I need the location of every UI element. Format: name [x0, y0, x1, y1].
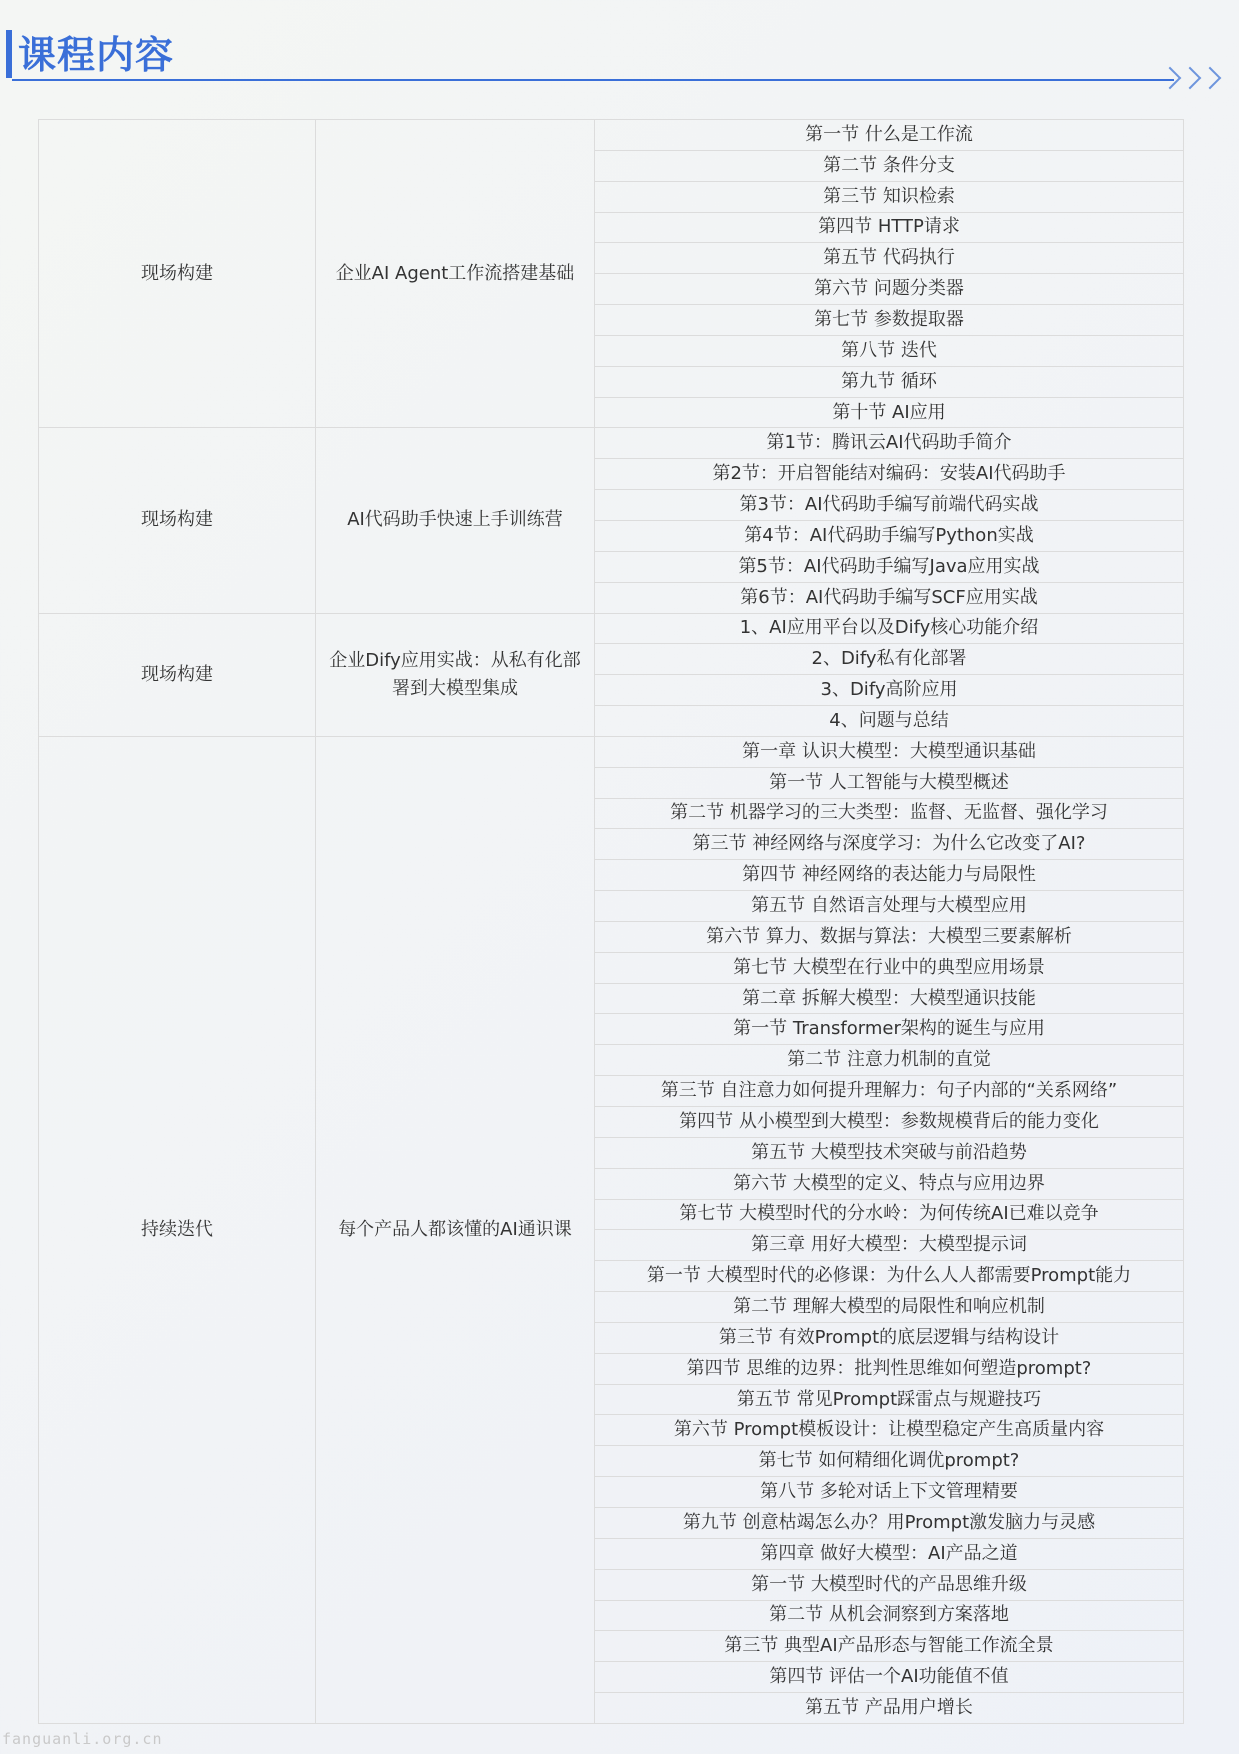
lesson-cell: 第四节 HTTP请求 [595, 212, 1184, 243]
lesson-cell: 第一节 大模型时代的产品思维升级 [595, 1569, 1184, 1600]
course-table [38, 119, 1184, 1724]
course-category-cell: 现场构建 [39, 613, 316, 736]
lesson-cell: 第二节 条件分支 [595, 150, 1184, 181]
lesson-cell: 第六节 问题分类器 [595, 274, 1184, 305]
lesson-cell: 第七节 大模型时代的分水岭：为何传统AI已难以竞争 [595, 1199, 1184, 1230]
lesson-cell: 第2节：开启智能结对编码：安装AI代码助手 [595, 459, 1184, 490]
lesson-cell: 第六节 算力、数据与算法：大模型三要素解析 [595, 921, 1184, 952]
page-title: 课程内容 [18, 33, 175, 77]
watermark: fanguanli.org.cn [2, 1730, 163, 1748]
lesson-cell: 第五节 代码执行 [595, 243, 1184, 274]
lesson-cell: 第一节 人工智能与大模型概述 [595, 767, 1184, 798]
lesson-cell: 第八节 迭代 [595, 335, 1184, 366]
lesson-cell: 第六节 大模型的定义、特点与应用边界 [595, 1168, 1184, 1199]
course-category-cell: 现场构建 [39, 120, 316, 428]
lesson-cell: 2、Dify私有化部署 [595, 644, 1184, 675]
lesson-cell: 第八节 多轮对话上下文管理精要 [595, 1477, 1184, 1508]
lesson-cell: 第三节 典型AI产品形态与智能工作流全景 [595, 1631, 1184, 1662]
lesson-cell: 第三节 自注意力如何提升理解力：句子内部的“关系网络” [595, 1076, 1184, 1107]
lesson-cell: 第3节：AI代码助手编写前端代码实战 [595, 490, 1184, 521]
table-row [39, 428, 1184, 459]
course-category-cell: 持续迭代 [39, 736, 316, 1723]
section-header [0, 0, 1239, 90]
lesson-cell: 第五节 产品用户增长 [595, 1693, 1184, 1724]
course-table-body [39, 120, 1184, 1724]
lesson-cell: 4、问题与总结 [595, 706, 1184, 737]
table-row [39, 120, 1184, 151]
lesson-cell: 第五节 自然语言处理与大模型应用 [595, 891, 1184, 922]
lesson-cell: 第1节：腾讯云AI代码助手简介 [595, 428, 1184, 459]
lesson-cell: 第四节 神经网络的表达能力与局限性 [595, 860, 1184, 891]
lesson-cell: 第一节 大模型时代的必修课：为什么人人都需要Prompt能力 [595, 1261, 1184, 1292]
lesson-cell: 第七节 大模型在行业中的典型应用场景 [595, 952, 1184, 983]
lesson-cell: 第四节 从小模型到大模型：参数规模背后的能力变化 [595, 1107, 1184, 1138]
header-accent-bar [6, 30, 12, 78]
lesson-cell: 3、Dify高阶应用 [595, 675, 1184, 706]
lesson-cell: 第二节 机器学习的三大类型：监督、无监督、强化学习 [595, 798, 1184, 829]
lesson-cell: 第七节 如何精细化调优prompt? [595, 1446, 1184, 1477]
course-category-cell: 现场构建 [39, 428, 316, 613]
lesson-cell: 第二节 从机会洞察到方案落地 [595, 1600, 1184, 1631]
table-row [39, 736, 1184, 767]
lesson-cell: 第一节 Transformer架构的诞生与应用 [595, 1014, 1184, 1045]
lesson-cell: 1、AI应用平台以及Dify核心功能介绍 [595, 613, 1184, 644]
lesson-cell: 第三章 用好大模型：大模型提示词 [595, 1230, 1184, 1261]
header-underline [12, 79, 1174, 81]
table-row [39, 613, 1184, 644]
lesson-cell: 第二节 注意力机制的直觉 [595, 1045, 1184, 1076]
course-name-cell: 企业AI Agent工作流搭建基础 [316, 120, 595, 428]
lesson-cell: 第5节：AI代码助手编写Java应用实战 [595, 551, 1184, 582]
chevrons-right-icon [1160, 60, 1239, 100]
lesson-cell: 第五节 常见Prompt踩雷点与规避技巧 [595, 1384, 1184, 1415]
lesson-cell: 第三节 知识检索 [595, 181, 1184, 212]
lesson-cell: 第四章 做好大模型：AI产品之道 [595, 1538, 1184, 1569]
lesson-cell: 第九节 创意枯竭怎么办？用Prompt激发脑力与灵感 [595, 1507, 1184, 1538]
lesson-cell: 第一节 什么是工作流 [595, 120, 1184, 151]
lesson-cell: 第九节 循环 [595, 366, 1184, 397]
lesson-cell: 第四节 思维的边界：批判性思维如何塑造prompt? [595, 1353, 1184, 1384]
lesson-cell: 第四节 评估一个AI功能值不值 [595, 1662, 1184, 1693]
lesson-cell: 第十节 AI应用 [595, 397, 1184, 428]
lesson-cell: 第三节 有效Prompt的底层逻辑与结构设计 [595, 1322, 1184, 1353]
course-name-cell: 企业Dify应用实战：从私有化部署到大模型集成 [316, 613, 595, 736]
lesson-cell: 第二节 理解大模型的局限性和响应机制 [595, 1292, 1184, 1323]
lesson-cell: 第三节 神经网络与深度学习：为什么它改变了AI? [595, 829, 1184, 860]
course-name-cell: 每个产品人都该懂的AI通识课 [316, 736, 595, 1723]
lesson-cell: 第五节 大模型技术突破与前沿趋势 [595, 1137, 1184, 1168]
course-name-cell: AI代码助手快速上手训练营 [316, 428, 595, 613]
lesson-cell: 第二章 拆解大模型：大模型通识技能 [595, 983, 1184, 1014]
lesson-cell: 第七节 参数提取器 [595, 305, 1184, 336]
lesson-cell: 第4节：AI代码助手编写Python实战 [595, 520, 1184, 551]
lesson-cell: 第一章 认识大模型：大模型通识基础 [595, 736, 1184, 767]
lesson-cell: 第6节：AI代码助手编写SCF应用实战 [595, 582, 1184, 613]
lesson-cell: 第六节 Prompt模板设计：让模型稳定产生高质量内容 [595, 1415, 1184, 1446]
